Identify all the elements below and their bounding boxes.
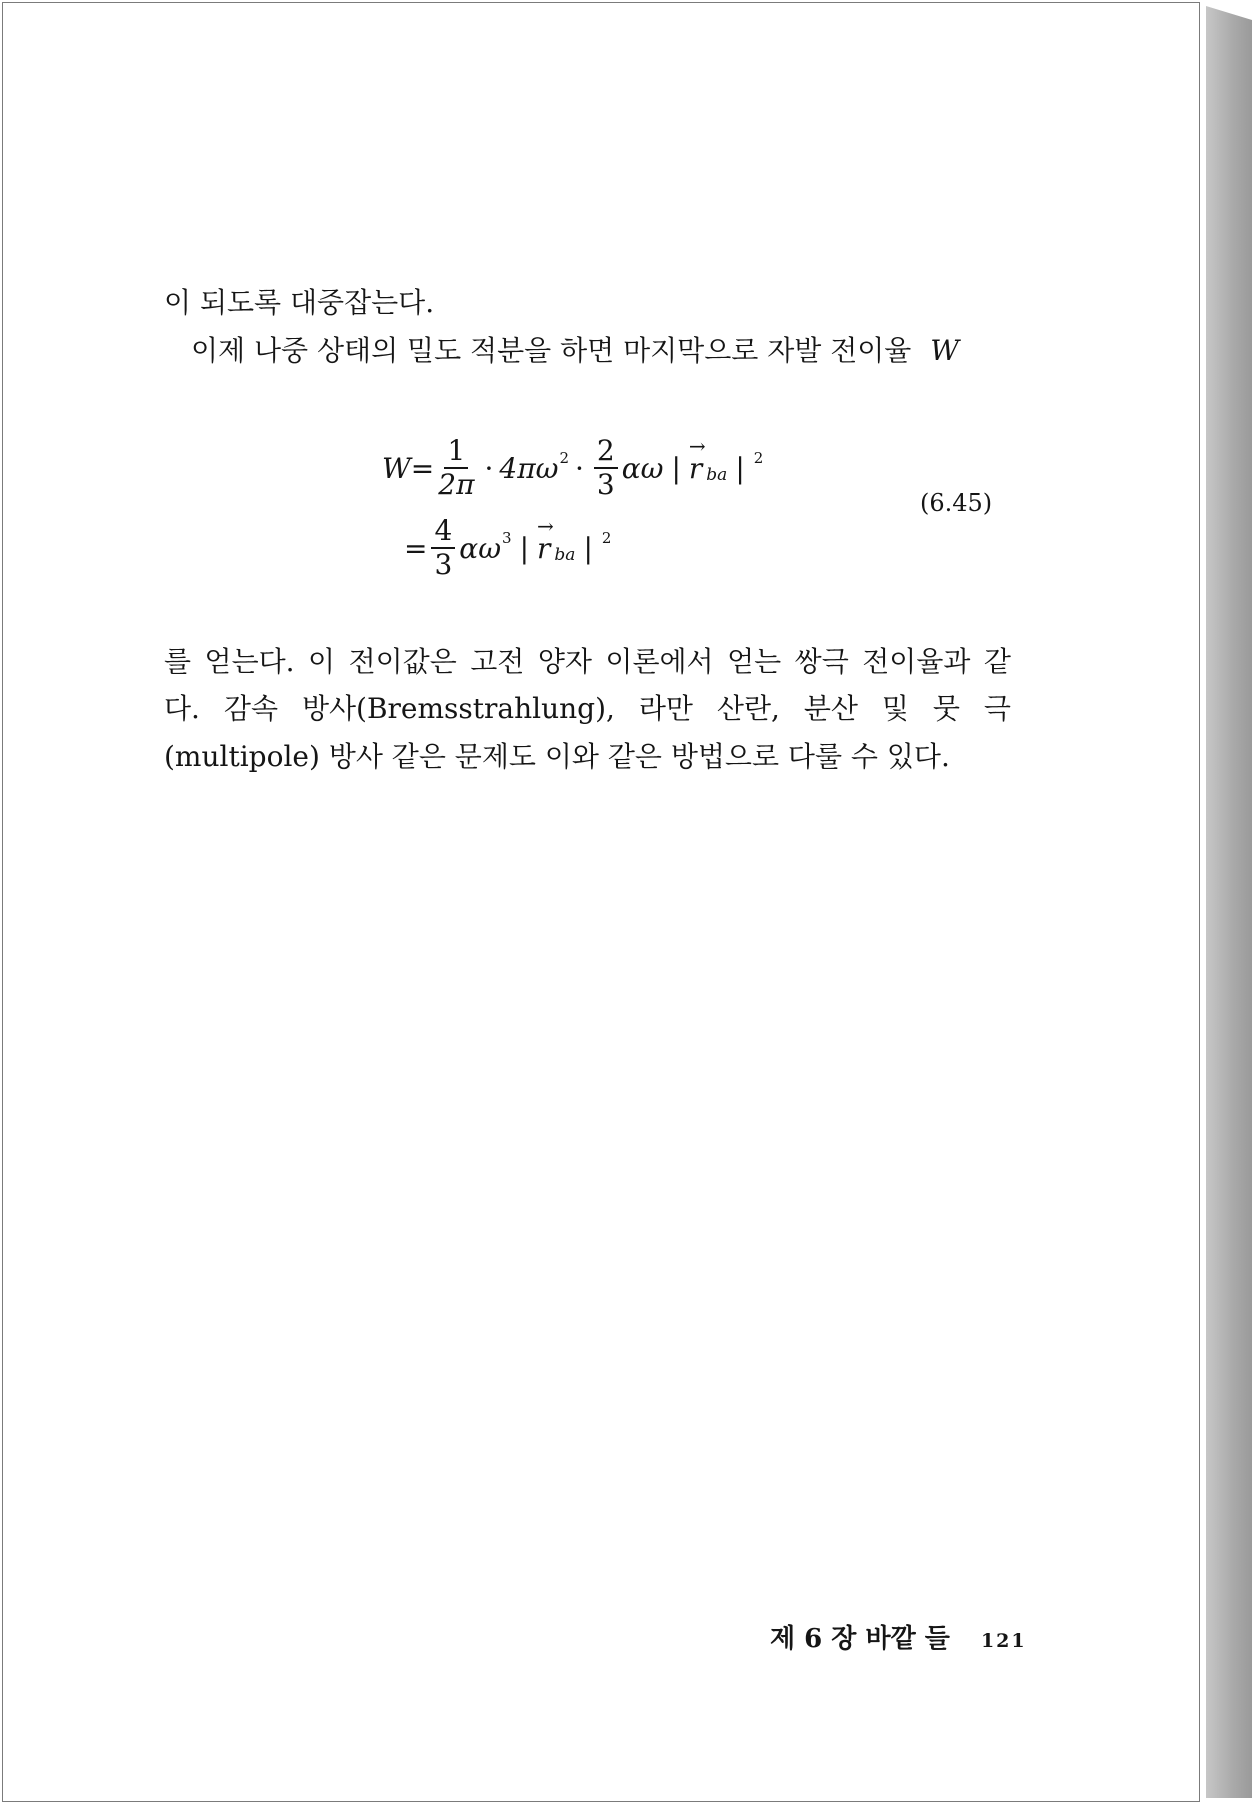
frac3-denominator: 3 — [434, 548, 453, 581]
frac3-numerator: 4 — [431, 516, 455, 549]
word: 및 — [881, 692, 909, 725]
vector-arrow-icon: → — [688, 433, 706, 458]
word: 얻는다. — [204, 645, 295, 678]
eq-dot-1: · — [484, 451, 494, 485]
text-line-1: 이 되도록 대중잡는다. — [164, 286, 435, 319]
word: 쌍극 — [794, 645, 849, 678]
eq-term1-exponent: 2 — [559, 449, 569, 467]
word: 산란, — [716, 692, 780, 725]
eq-abs-bar-right-2: | — [583, 531, 593, 565]
word: 양자 — [537, 645, 592, 678]
vector-r-letter: r — [688, 451, 703, 485]
frac1-denominator: 2π — [438, 468, 475, 501]
vector-subscript-ba-2: ba — [554, 545, 576, 565]
equation-row-2 — [404, 513, 612, 581]
word: 고전 — [470, 645, 525, 678]
eq-abs-bar-right: | — [735, 451, 745, 485]
book-page — [2, 2, 1200, 1802]
paragraph-line-2 — [164, 689, 1011, 729]
paragraph-line-3: (multipole) 방사 같은 문제도 이와 같은 방법으로 다룰 수 있다. — [164, 740, 950, 773]
page-number: 121 — [980, 1630, 1027, 1652]
equation-number: (6.45) — [920, 489, 993, 517]
eq-abs-bar-left: | — [671, 451, 681, 485]
word: 다. — [164, 692, 200, 725]
word: 이론에서 — [605, 645, 714, 678]
fraction-4-over-3 — [431, 516, 455, 580]
word: 분산 — [803, 692, 858, 725]
vector-subscript-ba: ba — [706, 465, 728, 485]
page-footer — [770, 1618, 1027, 1655]
variable-w: W — [930, 334, 960, 367]
equation-row-1 — [382, 433, 764, 501]
frac1-numerator: 1 — [444, 436, 468, 469]
word: 극 — [983, 692, 1011, 725]
vector-r — [688, 433, 706, 485]
word: 라만 — [638, 692, 693, 725]
word: 를 — [164, 645, 192, 678]
word: 같 — [983, 645, 1011, 678]
eq-equals: = — [410, 451, 435, 485]
eq-abs-exponent-2: 2 — [601, 529, 612, 547]
eq-abs-bar-left-2: | — [519, 531, 530, 565]
vector-arrow-icon-2: → — [537, 513, 554, 538]
word: 방사(Bremsstrahlung), — [301, 692, 615, 725]
chapter-title: 제 6 장 바깥 들 — [770, 1624, 950, 1654]
word: 전이값은 — [348, 645, 457, 678]
text-line-2 — [191, 331, 959, 371]
eq-term-4piomega: 4πω — [499, 451, 559, 485]
fraction-2-over-3 — [594, 436, 618, 500]
eq-abs-exponent: 2 — [753, 449, 764, 467]
book-page-edge — [1206, 6, 1252, 1798]
eq-dot-2: · — [574, 451, 584, 485]
frac2-denominator: 3 — [596, 468, 615, 501]
eq-equals-2: = — [404, 531, 428, 565]
vector-r-letter-2: r — [537, 531, 551, 565]
word: 얻는 — [727, 645, 782, 678]
word: 감속 — [223, 692, 278, 725]
eq-term3-exponent: 3 — [502, 529, 512, 547]
vector-r-2 — [537, 513, 554, 565]
frac2-numerator: 2 — [594, 436, 618, 469]
paragraph-line-1 — [164, 642, 1011, 682]
fraction-1-over-2pi — [438, 436, 474, 500]
eq-term-alpha-omega-3: αω — [459, 531, 502, 565]
word: 이 — [308, 645, 336, 678]
word: 전이율과 — [862, 645, 971, 678]
word: 뭇 — [932, 692, 960, 725]
eq-term-alpha-omega: αω — [621, 451, 664, 485]
eq-lhs: W — [382, 451, 411, 485]
text-line-2-body: 이제 나중 상태의 밀도 적분을 하면 마지막으로 자발 전이율 — [191, 334, 912, 367]
